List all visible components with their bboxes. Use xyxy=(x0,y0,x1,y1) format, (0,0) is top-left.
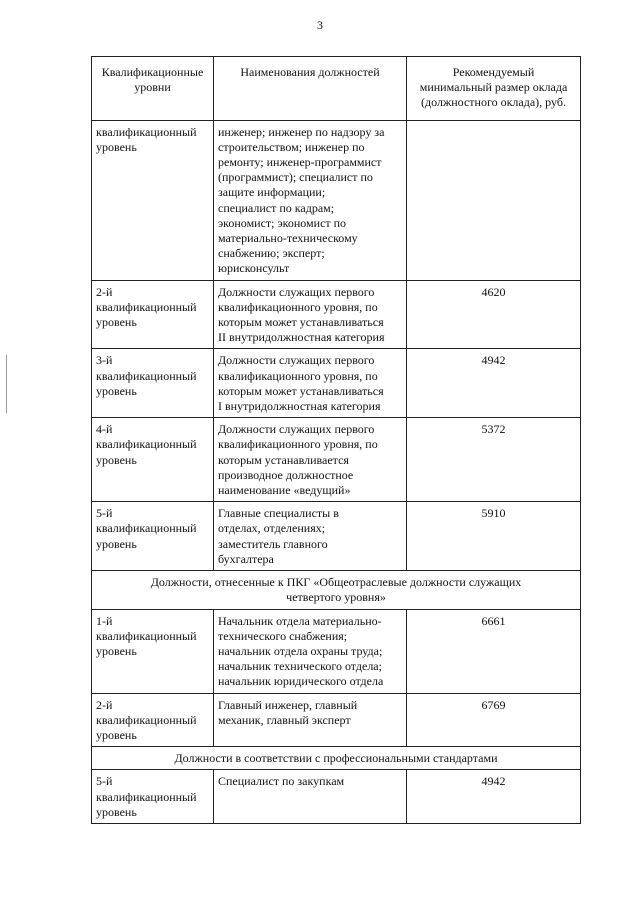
text-line: квалификационный xyxy=(96,437,197,452)
margin-mark xyxy=(6,355,7,413)
text-line: (программист); специалист по xyxy=(218,170,373,185)
text-line: Специалист по закупкам xyxy=(218,774,345,789)
text-line: экономист; экономист по xyxy=(218,215,347,230)
text-line: наименование «ведущий» xyxy=(218,483,351,498)
qualification-level xyxy=(92,280,214,349)
salary-table xyxy=(91,56,581,824)
text-line: Квалификационные xyxy=(101,65,204,79)
text-line: материально-техническому xyxy=(218,231,358,246)
text-line: отделах, отделениях; xyxy=(218,521,326,536)
page-number: 3 xyxy=(317,18,323,32)
text-line: 4-й xyxy=(96,422,113,437)
text-line: минимальный размер оклада xyxy=(419,80,568,95)
salary-value: 6661 xyxy=(407,609,581,693)
salary-value: 4620 xyxy=(407,280,581,349)
text-line: квалификационный xyxy=(96,124,197,139)
qualification-level xyxy=(92,609,214,693)
text-line: уровень xyxy=(96,727,137,742)
text-line: Наименования должностей xyxy=(240,65,380,79)
text-line: квалификационный xyxy=(96,299,197,314)
text-line: квалификационного уровня, по xyxy=(218,368,378,383)
salary-value: 6769 xyxy=(407,693,581,747)
text-line: Должности в соответствии с профессиональными стандартами xyxy=(174,751,498,766)
text-line: специалист по кадрам; xyxy=(218,200,335,215)
text-line: квалификационный xyxy=(96,789,197,804)
text-line: 3-й xyxy=(96,353,113,368)
position-names xyxy=(214,418,407,502)
text-line: уровень xyxy=(96,315,137,330)
text-line: Должности служащих первого xyxy=(218,284,375,299)
text-line: Должности служащих первого xyxy=(218,353,375,368)
table-row xyxy=(92,349,581,418)
text-line: 5-й xyxy=(96,774,113,789)
text-line: уровни xyxy=(134,80,171,95)
text-line: начальник юридического отдела xyxy=(218,674,384,689)
text-line: Главные специалисты в xyxy=(218,506,339,521)
text-line: (должностного оклада), руб. xyxy=(421,95,566,110)
text-line: II внутридолжностная категория xyxy=(218,330,385,345)
text-line: уровень xyxy=(96,804,137,819)
text-line: квалификационного уровня, по xyxy=(218,437,378,452)
table-row xyxy=(92,120,581,280)
text-line: начальник технического отдела; xyxy=(218,659,382,674)
header-salary xyxy=(407,57,581,121)
position-names xyxy=(214,693,407,747)
qualification-level xyxy=(92,349,214,418)
text-line: 2-й xyxy=(96,697,113,712)
position-names xyxy=(214,120,407,280)
qualification-level xyxy=(92,770,214,824)
table-row xyxy=(92,609,581,693)
text-line: защите информации; xyxy=(218,185,326,200)
text-line: технического снабжения; xyxy=(218,628,348,643)
salary-value xyxy=(407,120,581,280)
position-names xyxy=(214,502,407,571)
table-header-row xyxy=(92,57,581,121)
table-row xyxy=(92,418,581,502)
qualification-level xyxy=(92,502,214,571)
salary-value: 4942 xyxy=(407,349,581,418)
text-line: четвертого уровня» xyxy=(286,590,386,605)
table-row xyxy=(92,280,581,349)
text-line: которым может устанавливаться xyxy=(218,315,384,330)
section-title xyxy=(92,747,581,770)
text-line: 5-й xyxy=(96,506,113,521)
text-line: квалификационный xyxy=(96,521,197,536)
qualification-level xyxy=(92,418,214,502)
qualification-level xyxy=(92,693,214,747)
text-line: снабжению; эксперт; xyxy=(218,246,325,261)
text-line: уровень xyxy=(96,452,137,467)
text-line: Рекомендуемый xyxy=(452,65,535,79)
text-line: производное должностное xyxy=(218,467,354,482)
position-names xyxy=(214,609,407,693)
position-names xyxy=(214,349,407,418)
text-line: начальник отдела охраны труда; xyxy=(218,643,383,658)
text-line: I внутридолжностная категория xyxy=(218,399,381,414)
header-positions xyxy=(214,57,407,121)
text-line: которым устанавливается xyxy=(218,452,349,467)
text-line: квалификационного уровня, по xyxy=(218,299,378,314)
text-line: механик, главный эксперт xyxy=(218,712,351,727)
text-line: Должности служащих первого xyxy=(218,422,375,437)
text-line: уровень xyxy=(96,139,137,154)
section-header-row xyxy=(92,571,581,609)
text-line: бухгалтера xyxy=(218,551,274,566)
text-line: уровень xyxy=(96,643,137,658)
text-line: уровень xyxy=(96,536,137,551)
salary-value: 5372 xyxy=(407,418,581,502)
text-line: квалификационный xyxy=(96,628,197,643)
text-line: юрисконсульт xyxy=(218,261,290,276)
salary-value: 5910 xyxy=(407,502,581,571)
text-line: которым может устанавливаться xyxy=(218,383,384,398)
text-line: 2-й xyxy=(96,284,113,299)
text-line: уровень xyxy=(96,383,137,398)
table-row xyxy=(92,770,581,824)
salary-value: 4942 xyxy=(407,770,581,824)
text-line: заместитель главного xyxy=(218,536,328,551)
table-row xyxy=(92,502,581,571)
position-names xyxy=(214,280,407,349)
section-header-row xyxy=(92,747,581,770)
qualification-level xyxy=(92,120,214,280)
table-row xyxy=(92,693,581,747)
text-line: квалификационный xyxy=(96,712,197,727)
text-line: строительством; инженер по xyxy=(218,139,365,154)
position-names xyxy=(214,770,407,824)
text-line: 1-й xyxy=(96,613,113,628)
text-line: Начальник отдела материально- xyxy=(218,613,382,628)
text-line: Должности, отнесенные к ПКГ «Общеотраслевые должности служащих xyxy=(150,575,522,590)
text-line: инженер; инженер по надзору за xyxy=(218,124,385,139)
text-line: квалификационный xyxy=(96,368,197,383)
section-title xyxy=(92,571,581,609)
text-line: Главный инженер, главный xyxy=(218,697,358,712)
text-line: ремонту; инженер-программист xyxy=(218,155,382,170)
header-level xyxy=(92,57,214,121)
